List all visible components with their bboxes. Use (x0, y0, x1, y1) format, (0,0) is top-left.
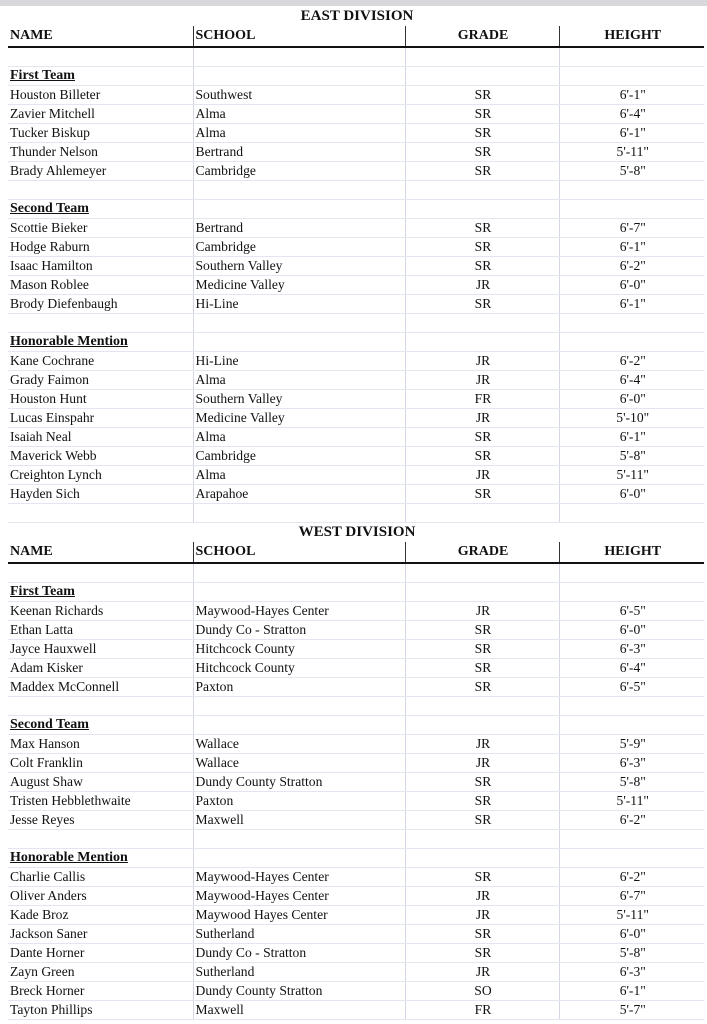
player-grade: JR (405, 735, 559, 754)
player-row (8, 754, 704, 773)
player-grade: JR (405, 887, 559, 906)
player-grade: SR (405, 944, 559, 963)
player-grade: SR (405, 428, 559, 447)
player-name: Charlie Callis (8, 868, 193, 887)
player-height: 6'-2" (559, 868, 704, 887)
player-name: Zavier Mitchell (8, 105, 193, 124)
blank-cell (405, 849, 559, 868)
player-name: Max Hanson (8, 735, 193, 754)
player-school: Hitchcock County (193, 640, 405, 659)
player-school: Hi-Line (193, 295, 405, 314)
player-row (8, 86, 704, 105)
player-name: Brody Diefenbaugh (8, 295, 193, 314)
section-title: Honorable Mention (8, 333, 193, 352)
player-height: 5'-10" (559, 409, 704, 428)
blank-cell (405, 314, 559, 333)
player-grade: JR (405, 466, 559, 485)
east-division-title-row (8, 7, 704, 26)
player-row (8, 124, 704, 143)
player-grade: FR (405, 390, 559, 409)
player-grade: JR (405, 906, 559, 925)
player-height: 5'-11" (559, 466, 704, 485)
player-grade: JR (405, 963, 559, 982)
blank-cell (559, 830, 704, 849)
player-school: Alma (193, 105, 405, 124)
blank-cell (405, 716, 559, 735)
player-grade: SR (405, 162, 559, 181)
player-name: Keenan Richards (8, 602, 193, 621)
player-grade: JR (405, 276, 559, 295)
blank-cell (193, 697, 405, 716)
blank-cell (405, 333, 559, 352)
player-name: Scottie Bieker (8, 219, 193, 238)
player-height: 6'-0" (559, 390, 704, 409)
blank-cell (559, 47, 704, 67)
section-title-row (8, 716, 704, 735)
player-height: 5'-8" (559, 944, 704, 963)
player-height: 6'-3" (559, 963, 704, 982)
player-row (8, 906, 704, 925)
player-row (8, 352, 704, 371)
player-height: 6'-1" (559, 428, 704, 447)
player-row (8, 982, 704, 1001)
player-row (8, 238, 704, 257)
player-grade: SR (405, 640, 559, 659)
player-height: 5'-8" (559, 162, 704, 181)
player-name: Tucker Biskup (8, 124, 193, 143)
player-row (8, 485, 704, 504)
player-height: 6'-1" (559, 124, 704, 143)
blank-cell (193, 849, 405, 868)
player-name: Maverick Webb (8, 447, 193, 466)
blank-cell (193, 47, 405, 67)
blank-cell (193, 67, 405, 86)
player-name: Ethan Latta (8, 621, 193, 640)
blank-cell (405, 47, 559, 67)
section-title: First Team (8, 583, 193, 602)
player-name: Houston Billeter (8, 86, 193, 105)
player-name: Jayce Hauxwell (8, 640, 193, 659)
blank-cell (559, 181, 704, 200)
spacer-row (8, 181, 704, 200)
player-row (8, 409, 704, 428)
player-school: Medicine Valley (193, 409, 405, 428)
player-height: 6'-0" (559, 276, 704, 295)
school-column-header: SCHOOL (193, 26, 405, 47)
player-row (8, 295, 704, 314)
height-column-header: HEIGHT (559, 542, 704, 563)
blank-cell (193, 830, 405, 849)
player-height: 6'-2" (559, 811, 704, 830)
player-height: 6'-7" (559, 219, 704, 238)
player-height: 5'-9" (559, 735, 704, 754)
player-name: Colt Franklin (8, 754, 193, 773)
player-grade: SR (405, 295, 559, 314)
player-height: 6'-1" (559, 86, 704, 105)
player-row (8, 390, 704, 409)
grade-column-header: GRADE (405, 542, 559, 563)
player-school: Southern Valley (193, 257, 405, 276)
player-grade: SR (405, 105, 559, 124)
east-header-row (8, 26, 704, 47)
player-height: 6'-4" (559, 371, 704, 390)
player-height: 6'-2" (559, 257, 704, 276)
spacer-row (8, 830, 704, 849)
player-row (8, 602, 704, 621)
player-row (8, 371, 704, 390)
player-school: Dundy Co - Stratton (193, 944, 405, 963)
player-height: 6'-0" (559, 621, 704, 640)
blank-cell (559, 697, 704, 716)
player-name: Brady Ahlemeyer (8, 162, 193, 181)
player-grade: SR (405, 124, 559, 143)
blank-cell (8, 314, 193, 333)
player-name: Dante Horner (8, 944, 193, 963)
blank-cell (8, 504, 193, 523)
player-school: Wallace (193, 754, 405, 773)
player-row (8, 428, 704, 447)
player-grade: SR (405, 621, 559, 640)
blank-cell (559, 314, 704, 333)
player-row (8, 143, 704, 162)
player-school: Bertrand (193, 143, 405, 162)
player-height: 6'-1" (559, 238, 704, 257)
player-name: Oliver Anders (8, 887, 193, 906)
east-division-title: EAST DIVISION (300, 8, 414, 24)
player-grade: JR (405, 352, 559, 371)
blank-cell (8, 830, 193, 849)
blank-cell (193, 200, 405, 219)
player-row (8, 257, 704, 276)
blank-cell (193, 314, 405, 333)
player-row (8, 735, 704, 754)
player-school: Alma (193, 466, 405, 485)
player-school: Hi-Line (193, 352, 405, 371)
player-school: Wallace (193, 735, 405, 754)
player-school: Dundy County Stratton (193, 773, 405, 792)
blank-cell (193, 504, 405, 523)
player-height: 6'-1" (559, 982, 704, 1001)
player-name: Grady Faimon (8, 371, 193, 390)
player-grade: SR (405, 447, 559, 466)
player-height: 5'-8" (559, 773, 704, 792)
grade-column-header: GRADE (405, 26, 559, 47)
player-height: 6'-2" (559, 352, 704, 371)
player-name: Adam Kisker (8, 659, 193, 678)
player-row (8, 925, 704, 944)
player-school: Maywood-Hayes Center (193, 887, 405, 906)
blank-cell (8, 697, 193, 716)
player-grade: SR (405, 659, 559, 678)
player-grade: JR (405, 602, 559, 621)
player-row (8, 219, 704, 238)
player-height: 6'-3" (559, 754, 704, 773)
blank-cell (559, 67, 704, 86)
player-row (8, 944, 704, 963)
player-row (8, 659, 704, 678)
player-grade: SR (405, 678, 559, 697)
player-name: Jesse Reyes (8, 811, 193, 830)
player-height: 5'-8" (559, 447, 704, 466)
player-name: Creighton Lynch (8, 466, 193, 485)
spacer-row (8, 314, 704, 333)
player-name: Maddex McConnell (8, 678, 193, 697)
player-grade: SR (405, 485, 559, 504)
player-school: Paxton (193, 792, 405, 811)
player-grade: SR (405, 143, 559, 162)
player-school: Maywood-Hayes Center (193, 868, 405, 887)
player-school: Hitchcock County (193, 659, 405, 678)
player-grade: SR (405, 925, 559, 944)
blank-cell (8, 181, 193, 200)
all-conference-roster-table (8, 7, 704, 1020)
player-height: 6'-4" (559, 105, 704, 124)
player-school: Southwest (193, 86, 405, 105)
player-name: Tayton Phillips (8, 1001, 193, 1020)
player-grade: SR (405, 257, 559, 276)
blank-cell (559, 849, 704, 868)
player-height: 6'-4" (559, 659, 704, 678)
blank-cell (559, 716, 704, 735)
player-grade: SR (405, 238, 559, 257)
player-school: Alma (193, 371, 405, 390)
player-height: 5'-11" (559, 906, 704, 925)
section-title-row (8, 67, 704, 86)
blank-cell (405, 200, 559, 219)
section-title-row (8, 333, 704, 352)
player-row (8, 792, 704, 811)
player-name: Zayn Green (8, 963, 193, 982)
player-school: Maywood-Hayes Center (193, 602, 405, 621)
player-name: Jackson Saner (8, 925, 193, 944)
player-height: 6'-1" (559, 295, 704, 314)
player-row (8, 868, 704, 887)
player-name: Lucas Einspahr (8, 409, 193, 428)
player-school: Bertrand (193, 219, 405, 238)
name-column-header: NAME (8, 26, 193, 47)
player-height: 5'-7" (559, 1001, 704, 1020)
player-name: Kane Cochrane (8, 352, 193, 371)
player-school: Dundy Co - Stratton (193, 621, 405, 640)
spacer-row (8, 47, 704, 67)
player-row (8, 162, 704, 181)
section-title-row (8, 200, 704, 219)
player-row (8, 276, 704, 295)
section-title: Second Team (8, 716, 193, 735)
blank-cell (193, 333, 405, 352)
player-grade: SR (405, 811, 559, 830)
player-grade: JR (405, 409, 559, 428)
player-grade: FR (405, 1001, 559, 1020)
player-school: Dundy County Stratton (193, 982, 405, 1001)
blank-cell (559, 563, 704, 583)
blank-cell (193, 563, 405, 583)
player-school: Arapahoe (193, 485, 405, 504)
player-row (8, 963, 704, 982)
blank-cell (405, 504, 559, 523)
player-height: 6'-0" (559, 485, 704, 504)
player-name: Hayden Sich (8, 485, 193, 504)
player-row (8, 1001, 704, 1020)
section-title-row (8, 849, 704, 868)
blank-cell (8, 47, 193, 67)
player-school: Alma (193, 124, 405, 143)
player-height: 5'-11" (559, 143, 704, 162)
spacer-row (8, 504, 704, 523)
player-height: 6'-5" (559, 678, 704, 697)
player-school: Maxwell (193, 1001, 405, 1020)
player-school: Paxton (193, 678, 405, 697)
player-grade: JR (405, 371, 559, 390)
spacer-row (8, 563, 704, 583)
player-row (8, 621, 704, 640)
player-school: Sutherland (193, 963, 405, 982)
section-title: Honorable Mention (8, 849, 193, 868)
player-row (8, 447, 704, 466)
player-grade: JR (405, 754, 559, 773)
blank-cell (405, 830, 559, 849)
player-name: Mason Roblee (8, 276, 193, 295)
player-grade: SR (405, 219, 559, 238)
top-band (0, 0, 707, 6)
player-row (8, 773, 704, 792)
player-school: Cambridge (193, 162, 405, 181)
blank-cell (559, 333, 704, 352)
west-division-title-row (8, 523, 704, 543)
player-name: Breck Horner (8, 982, 193, 1001)
player-height: 6'-5" (559, 602, 704, 621)
blank-cell (405, 67, 559, 86)
player-name: Isaac Hamilton (8, 257, 193, 276)
player-height: 5'-11" (559, 792, 704, 811)
player-row (8, 678, 704, 697)
player-school: Cambridge (193, 447, 405, 466)
player-height: 6'-7" (559, 887, 704, 906)
player-school: Southern Valley (193, 390, 405, 409)
blank-cell (559, 200, 704, 219)
player-name: August Shaw (8, 773, 193, 792)
height-column-header: HEIGHT (559, 26, 704, 47)
blank-cell (8, 563, 193, 583)
blank-cell (193, 181, 405, 200)
player-row (8, 887, 704, 906)
player-grade: SO (405, 982, 559, 1001)
west-header-row (8, 542, 704, 563)
player-name: Kade Broz (8, 906, 193, 925)
section-title-row (8, 583, 704, 602)
player-name: Isaiah Neal (8, 428, 193, 447)
blank-cell (405, 563, 559, 583)
player-name: Houston Hunt (8, 390, 193, 409)
player-row (8, 466, 704, 485)
player-school: Medicine Valley (193, 276, 405, 295)
blank-cell (559, 583, 704, 602)
school-column-header: SCHOOL (193, 542, 405, 563)
player-school: Maxwell (193, 811, 405, 830)
section-title: First Team (8, 67, 193, 86)
player-name: Tristen Hebblethwaite (8, 792, 193, 811)
player-school: Cambridge (193, 238, 405, 257)
roster-body (8, 7, 704, 1020)
player-grade: SR (405, 773, 559, 792)
name-column-header: NAME (8, 542, 193, 563)
west-division-title: WEST DIVISION (298, 524, 416, 540)
player-height: 6'-0" (559, 925, 704, 944)
player-grade: SR (405, 86, 559, 105)
player-name: Hodge Raburn (8, 238, 193, 257)
blank-cell (405, 181, 559, 200)
player-grade: SR (405, 792, 559, 811)
player-school: Sutherland (193, 925, 405, 944)
blank-cell (559, 504, 704, 523)
player-row (8, 105, 704, 124)
spacer-row (8, 697, 704, 716)
player-height: 6'-3" (559, 640, 704, 659)
player-school: Alma (193, 428, 405, 447)
player-name: Thunder Nelson (8, 143, 193, 162)
player-row (8, 640, 704, 659)
blank-cell (193, 716, 405, 735)
player-grade: SR (405, 868, 559, 887)
section-title: Second Team (8, 200, 193, 219)
player-row (8, 811, 704, 830)
blank-cell (405, 697, 559, 716)
blank-cell (193, 583, 405, 602)
player-school: Maywood Hayes Center (193, 906, 405, 925)
blank-cell (405, 583, 559, 602)
